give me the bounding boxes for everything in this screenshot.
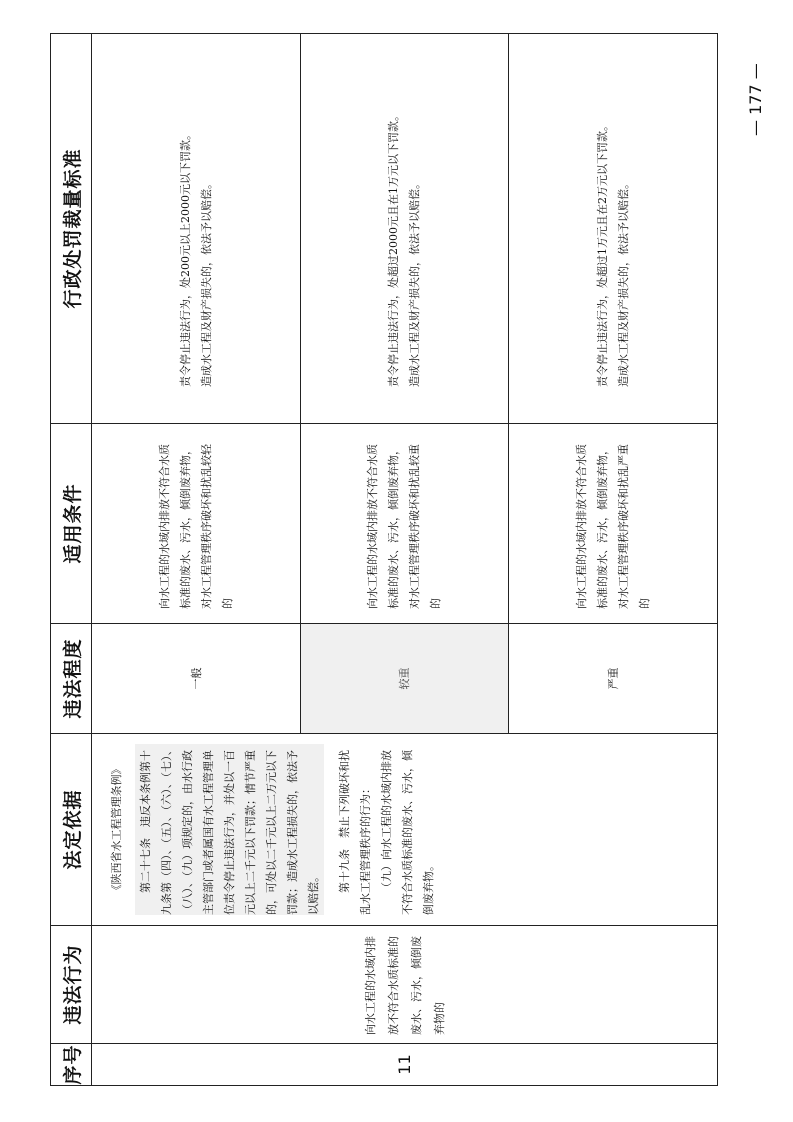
condition-general: 向水工程的水域内排放不符合水质标准的废水、污水，倾倒废弃物，对水工程管理秩序破坏和扰乱较轻的	[92, 424, 301, 624]
header-condition: 适用条件	[51, 424, 92, 624]
standard-severe-penalty: 责令停止违法行为，处超过1万元且在2万元以下罚款。	[596, 120, 610, 387]
standard-serious	[300, 34, 509, 424]
table-row	[92, 34, 301, 1086]
condition-severe: 向水工程的水域内排放不符合水质标准的废水、污水，倾倒废弃物，对水工程管理秩序破坏和扰乱严重的	[509, 424, 718, 624]
basis-para-27: 第二十七条 违反本条例第十九条第（四）、（五）、（六）、（七）、（八）、（九）项规定的，由水行政主管部门或者属国有水工程管理单位责令停止违法行为，并处以一百元以上二千元以下罚款；情节严重的，可处以二千元以上二万元以下罚款；造成水工程损失的，依法予以赔偿。	[135, 744, 324, 915]
basis-cell	[92, 734, 718, 926]
header-standard: 行政处罚裁量标准	[51, 34, 92, 424]
basis-para-19: 第十九条 禁止下列破坏和扰乱水工程管理秩序的行为：	[338, 750, 372, 915]
header-basis: 法定依据	[51, 734, 92, 926]
discretion-table	[50, 33, 718, 1086]
degree-severe: 严重	[509, 624, 718, 734]
basis-para-19-9: （九）向水工程的水域内排放不符合水质标准的废水、污水，倾倒废弃物。	[380, 750, 435, 915]
condition-serious: 向水工程的水域内排放不符合水质标准的废水、污水，倾倒废弃物，对水工程管理秩序破坏和扰乱较重的	[300, 424, 509, 624]
standard-general	[92, 34, 301, 424]
header-act: 违法行为	[51, 926, 92, 1044]
seq-cell: 11	[92, 1044, 718, 1086]
degree-general: 一般	[92, 624, 301, 734]
header-degree: 违法程度	[51, 624, 92, 734]
header-seq: 序号	[51, 1044, 92, 1086]
act-text: 向水工程的水域内排放不符合水质标准的废水、污水，倾倒废弃物的	[363, 936, 446, 1035]
standard-serious-compensation: 造成水工程及财产损失的，依法予以赔偿。	[408, 178, 422, 387]
standard-serious-penalty: 责令停止违法行为，处超过2000元且在1万元以下罚款。	[387, 110, 401, 387]
standard-severe	[509, 34, 718, 424]
standard-severe-compensation: 造成水工程及财产损失的，依法予以赔偿。	[617, 178, 631, 387]
standard-general-penalty: 责令停止违法行为，处200元以上2000元以下罚款。	[178, 129, 192, 387]
rotated-page	[50, 34, 718, 1086]
act-cell	[92, 926, 718, 1044]
degree-serious: 较重	[300, 624, 509, 734]
page-number: — 177 —	[746, 63, 765, 137]
standard-general-compensation: 造成水工程及财产损失的，依法予以赔偿。	[199, 178, 213, 387]
basis-title: 《陕西省水工程管理条例》	[110, 763, 123, 896]
header-row	[51, 34, 92, 1086]
